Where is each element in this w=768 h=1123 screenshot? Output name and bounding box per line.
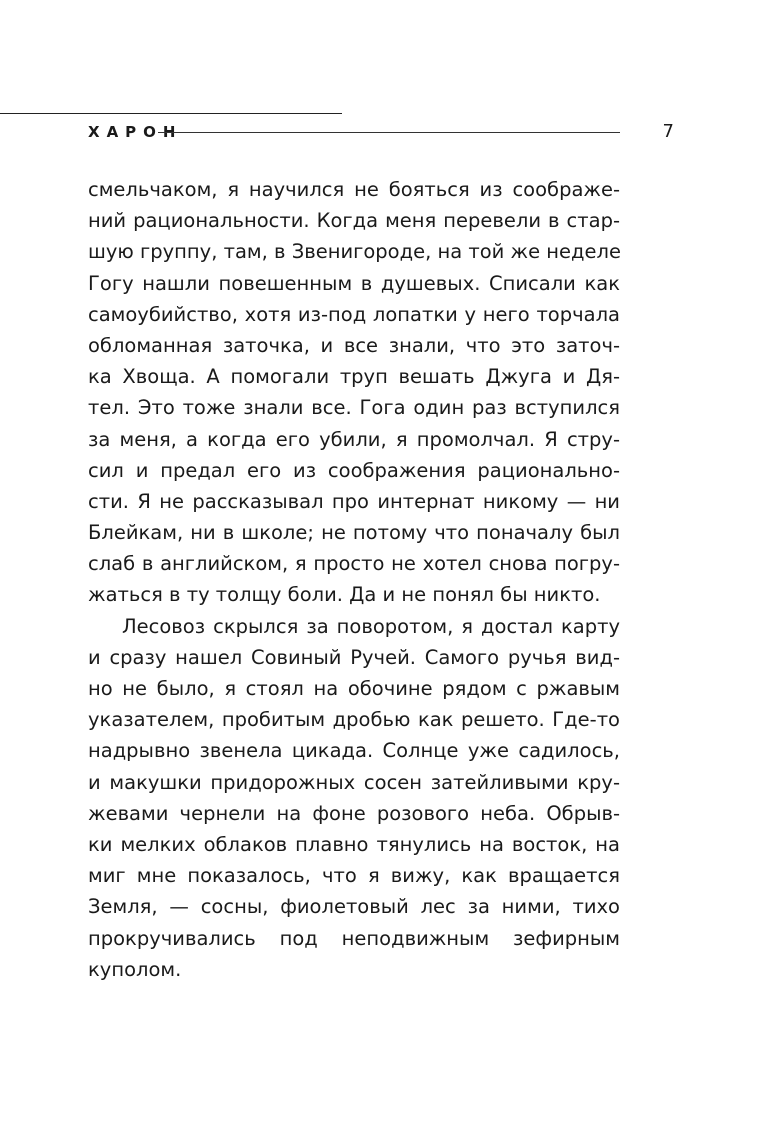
header-rule [158, 132, 620, 133]
text-line: слаб в английском, я просто не хотел снова погру- [88, 552, 620, 576]
text-line: Гогу нашли повешенным в душевых. Списали как [88, 271, 620, 295]
running-header [88, 120, 678, 144]
text-line: надрывно звенела цикада. Солнце уже садилось, [88, 739, 620, 763]
text-line: и сразу нашел Совиный Ручей. Самого ручья вид- [88, 645, 620, 669]
text-line: но не было, я стоял на обочине рядом с ржавым [88, 677, 620, 700]
page-number: 7 [662, 121, 674, 142]
text-line: смельчаком, я научился не бояться из соображе- [88, 178, 620, 201]
text-line: самоубийство, хотя из-под лопатки у него торчала [88, 302, 620, 326]
text-line: ний рациональности. Когда меня перевели в стар- [88, 209, 620, 233]
text-line: и макушки придорожных сосен затейливыми кру- [88, 770, 620, 794]
top-decorative-rule [0, 113, 342, 114]
text-line: указателем, пробитым дробью как решето. Где-то [88, 708, 620, 732]
body-text [88, 174, 620, 985]
text-line: Земля, — сосны, фиолетовый лес за ними, тихо [88, 895, 620, 919]
text-line: ки мелких облаков плавно тянулись на восток, на [88, 832, 620, 856]
running-title: ХАРОН [88, 123, 183, 141]
paragraph [88, 174, 620, 611]
text-line: сил и предал его из соображения рационально- [88, 458, 620, 482]
text-line: куполом. [88, 957, 182, 981]
text-line: тел. Это тоже знали все. Гога один раз вступился [88, 396, 620, 420]
text-line: прокручивались под неподвижным зефирным [88, 926, 620, 950]
text-line: жаться в ту толщу боли. Да и не понял бы никто. [88, 583, 601, 607]
text-line: Блейкам, ни в школе; не потому что поначалу был [88, 521, 620, 545]
paragraph [88, 611, 620, 985]
text-line: ка Хвоща. А помогали труп вешать Джуга и Дя- [88, 365, 620, 389]
text-line: жевами чернели на фоне розового неба. Обрыв- [88, 801, 620, 825]
text-line: миг мне показалось, что я вижу, как вращается [88, 864, 620, 888]
text-line: за меня, а когда его убили, я промолчал. Я стру- [88, 427, 620, 451]
text-line: сти. Я не рассказывал про интернат никому — ни [88, 489, 620, 513]
text-line: Лесовоз скрылся за поворотом, я достал карту [122, 614, 620, 638]
text-line: обломанная заточка, и все знали, что это заточ- [88, 333, 620, 357]
text-line: шую группу, там, в Звенигороде, на той же неделе [88, 240, 621, 264]
